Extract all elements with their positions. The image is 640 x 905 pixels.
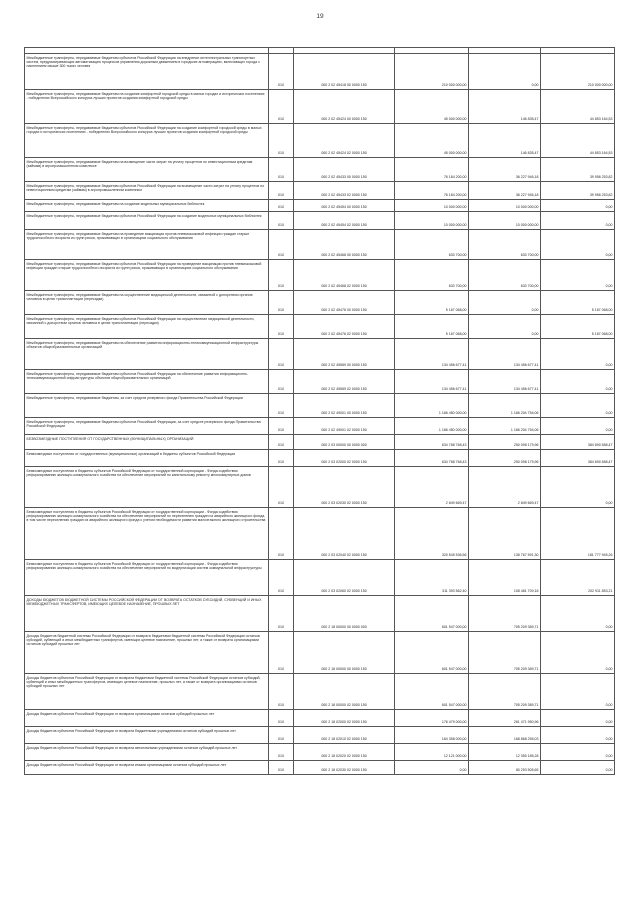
row-budget-classification-code: 000 2 02 45476 02 0000 150 [294, 315, 395, 339]
row-approved-amount: 45 000 000,00 [395, 124, 469, 158]
row-unexecuted-amount: 0,00 [541, 761, 615, 775]
row-unexecuted-amount: 0,00 [541, 596, 615, 632]
row-unexecuted-amount: 5 167 068,00 [541, 291, 615, 315]
row-unexecuted-amount: 0,00 [541, 230, 615, 260]
row-budget-classification-code: 000 2 02 45454 00 0000 150 [294, 200, 395, 212]
row-description: Доходы бюджетов субъектов Российской Федерации от возврата бюджетными учреждениями остатков субсидий прошлых лет [25, 727, 269, 744]
row-executed-amount: 10 000 000,00 [469, 200, 541, 212]
row-budget-classification-code: 000 2 18 02010 02 0000 150 [294, 727, 395, 744]
row-approved-amount: 12 121 000,00 [395, 744, 469, 761]
row-executed-amount: 705 209 389,71 [469, 632, 541, 674]
row-executed-amount: 36 227 946,18 [469, 158, 541, 182]
table-row [25, 370, 615, 394]
row-budget-classification-code: 000 2 18 02020 02 0000 150 [294, 744, 395, 761]
row-approved-amount: 601 547 000,00 [395, 632, 469, 674]
row-line-code: 010 [269, 212, 294, 230]
table-row [25, 761, 615, 775]
row-description: Межбюджетные трансферты, передаваемые бюджетам, за счет средств резервного фонда Правительства Российской Федерации [25, 394, 269, 418]
row-executed-amount: 138 767 591,30 [469, 508, 541, 560]
row-budget-classification-code: 000 2 03 02000 02 0000 150 [294, 450, 395, 467]
row-unexecuted-amount: 39 956 253,82 [541, 182, 615, 200]
row-budget-classification-code: 000 2 02 45589 02 0000 150 [294, 370, 395, 394]
row-executed-amount: 10 000 000,00 [469, 212, 541, 230]
row-approved-amount: 5 167 068,00 [395, 291, 469, 315]
row-line-code: 010 [269, 418, 294, 435]
row-approved-amount: 0,00 [395, 761, 469, 775]
row-budget-classification-code: 000 2 18 00000 02 0000 150 [294, 674, 395, 710]
row-line-code: 010 [269, 370, 294, 394]
row-approved-amount: 601 547 000,00 [395, 596, 469, 632]
row-approved-amount: 1 186 450 000,00 [395, 418, 469, 435]
row-executed-amount: 705 209 389,71 [469, 596, 541, 632]
row-line-code: 010 [269, 508, 294, 560]
table-body [25, 48, 615, 775]
row-unexecuted-amount: 39 956 253,82 [541, 158, 615, 182]
row-executed-amount: 1 186 204 754,06 [469, 394, 541, 418]
row-executed-amount: 0,00 [469, 315, 541, 339]
row-line-code: 010 [269, 291, 294, 315]
row-budget-classification-code: 000 2 02 45433 00 0000 150 [294, 158, 395, 182]
row-description: Безвозмездные поступления в бюджеты субъектов Российской Федерации от государственной корпорации - Фонда содействия реформированию жилищно-коммунального хозяйства на обеспечение мероприятий по переселению граждан из аварийного жилищного фонда, в том числе переселению граждан из аварийного жилищного фонда с учетом необходимости развития малоэтажного жилищного строительства [25, 508, 269, 560]
row-line-code: 010 [269, 632, 294, 674]
row-unexecuted-amount: 0,00 [541, 674, 615, 710]
row-description: ДОХОДЫ БЮДЖЕТОВ БЮДЖЕТНОЙ СИСТЕМЫ РОССИЙСКОЙ ФЕДЕРАЦИИ ОТ ВОЗВРАТА ОСТАТКОВ СУБСИДИЙ, СУБВЕНЦИЙ И ИНЫХ МЕЖБЮДЖЕТНЫХ ТРАНСФЕРТОВ, ИМЕЮЩИХ ЦЕЛЕВОЕ НАЗНАЧЕНИЕ, ПРОШЛЫХ ЛЕТ [25, 596, 269, 632]
row-description: Доходы бюджетов субъектов Российской Федерации от возврата иными организациями остатков субсидий прошлых лет [25, 761, 269, 775]
row-executed-amount: 12 350 185,28 [469, 744, 541, 761]
row-unexecuted-amount: 0,00 [541, 418, 615, 435]
row-executed-amount: 261 471 950,96 [469, 710, 541, 727]
table-row [25, 158, 615, 182]
table-row [25, 596, 615, 632]
table-row [25, 450, 615, 467]
row-executed-amount: 168 868 255,03 [469, 727, 541, 744]
table-row [25, 710, 615, 727]
row-line-code: 010 [269, 54, 294, 90]
budget-execution-table [24, 47, 615, 775]
row-approved-amount: 176 479 000,00 [395, 710, 469, 727]
table-row [25, 674, 615, 710]
row-description: Межбюджетные трансферты, передаваемые бюджетам субъектов Российской Федерации на осуществление медицинской деятельности, связанной с донорством органов человека в целях трансплантации (пересадки) [25, 315, 269, 339]
table-row [25, 508, 615, 560]
row-line-code: 010 [269, 467, 294, 508]
row-line-code: 010 [269, 394, 294, 418]
row-budget-classification-code: 000 2 03 00000 00 0000 000 [294, 435, 395, 450]
table-row [25, 560, 615, 596]
row-line-code: 010 [269, 761, 294, 775]
row-budget-classification-code: 000 2 18 02000 02 0000 150 [294, 710, 395, 727]
row-description: Межбюджетные трансферты, передаваемые бюджетам субъектов Российской Федерации на создание модельных муниципальных библиотек [25, 212, 269, 230]
table-row [25, 315, 615, 339]
row-description: Межбюджетные трансферты, передаваемые бюджетам субъектов Российской Федерации на внедрение интеллектуальных транспортных систем, предусматривающих автоматизацию процессов управления дорожным движением в городских агломерациях, включающих города с населением свыше 300 тысяч человек [25, 54, 269, 90]
row-unexecuted-amount: 0,00 [541, 710, 615, 727]
table-row [25, 435, 615, 450]
row-line-code: 010 [269, 200, 294, 212]
row-budget-classification-code: 000 2 02 45468 00 0000 150 [294, 230, 395, 260]
row-executed-amount: 134 456 677,41 [469, 339, 541, 370]
row-description: Доходы бюджетов субъектов Российской Федерации от возврата организациями остатков субсидий прошлых лет [25, 710, 269, 727]
row-description: Межбюджетные трансферты, передаваемые бюджетам на создание комфортной городской среды в малых городах и исторических поселениях - победителях Всероссийского конкурса лучших проектов создания комфортной городской среды [25, 90, 269, 124]
row-line-code: 010 [269, 560, 294, 596]
row-budget-classification-code: 000 2 02 45476 00 0000 150 [294, 291, 395, 315]
row-unexecuted-amount: 210 000 000,00 [541, 54, 615, 90]
row-unexecuted-amount: 0,00 [541, 632, 615, 674]
row-approved-amount: 633 700,00 [395, 260, 469, 291]
row-description: Безвозмездные поступления в бюджеты субъектов Российской Федерации от государственной корпорации - Фонда содействия реформированию жилищно-коммунального хозяйства на обеспечение мероприятий по капитальному ремонту многоквартирных домов [25, 467, 269, 508]
row-approved-amount: 134 456 677,41 [395, 370, 469, 394]
row-unexecuted-amount: 0,00 [541, 727, 615, 744]
row-executed-amount: 80 253 505,65 [469, 761, 541, 775]
row-line-code: 010 [269, 450, 294, 467]
row-budget-classification-code: 000 2 18 02030 02 0000 150 [294, 761, 395, 775]
row-line-code: 010 [269, 339, 294, 370]
row-budget-classification-code: 000 2 02 45468 02 0000 150 [294, 260, 395, 291]
row-budget-classification-code: 000 2 02 45454 02 0000 150 [294, 212, 395, 230]
row-description: Межбюджетные трансферты, передаваемые бюджетам субъектов Российской Федерации на обеспечение развития информационно-телекоммуникационной инфраструктуры объектов общеобразовательных организаций [25, 370, 269, 394]
table-row [25, 212, 615, 230]
row-unexecuted-amount: 0,00 [541, 260, 615, 291]
row-line-code: 010 [269, 435, 294, 450]
table-row [25, 260, 615, 291]
row-unexecuted-amount: 44 853 164,53 [541, 124, 615, 158]
row-description: Безвозмездные поступления от государственных (муниципальных) организаций в бюджеты субъектов Российской Федерации [25, 450, 269, 467]
row-line-code: 010 [269, 182, 294, 200]
row-executed-amount: 134 456 677,41 [469, 370, 541, 394]
row-description: Межбюджетные трансферты, передаваемые бюджетам субъектов Российской Федерации на создание комфортной городской среды в малых городах и исторических поселениях - победителях Всероссийского конкурса лучших проектов создания комфортной городской среды [25, 124, 269, 158]
row-unexecuted-amount: 0,00 [541, 370, 615, 394]
row-description: Доходы бюджетов бюджетной системы Российской Федерации от возврата бюджетами бюджетной системы Российской Федерации остатков субсидий, субвенций и иных межбюджетных трансфертов, имеющих целевое назначение, прошлых лет, а также от возврата организациями остатков субсидий прошлых лет [25, 632, 269, 674]
row-approved-amount: 210 000 000,00 [395, 54, 469, 90]
row-description: Межбюджетные трансферты, передаваемые бюджетам на обеспечение развития информационно-телекоммуникационной инфраструктуры объектов общеобразовательных организаций [25, 339, 269, 370]
row-budget-classification-code: 000 2 02 49001 00 0000 150 [294, 394, 395, 418]
row-executed-amount: 0,00 [469, 291, 541, 315]
row-unexecuted-amount: 0,00 [541, 467, 615, 508]
row-line-code: 010 [269, 744, 294, 761]
row-approved-amount: 2 849 669,47 [395, 467, 469, 508]
row-executed-amount: 146 835,47 [469, 124, 541, 158]
row-unexecuted-amount: 5 167 068,00 [541, 315, 615, 339]
row-approved-amount: 134 456 677,41 [395, 339, 469, 370]
table-row [25, 727, 615, 744]
row-approved-amount: 633 700,00 [395, 230, 469, 260]
row-approved-amount: 45 000 000,00 [395, 90, 469, 124]
row-approved-amount: 634 788 768,43 [395, 450, 469, 467]
row-description: Межбюджетные трансферты, передаваемые бюджетам субъектов Российской Федерации, за счет средств резервного фонда Правительства Российской Федерации [25, 418, 269, 435]
row-unexecuted-amount: 384 690 588,47 [541, 450, 615, 467]
row-unexecuted-amount: 202 911 853,21 [541, 560, 615, 596]
row-approved-amount: 311 393 562,40 [395, 560, 469, 596]
row-description: Межбюджетные трансферты, передаваемые бюджетам субъектов Российской Федерации на возмещение части затрат на уплату процентов по инвестиционным кредитам (займам) в агропромышленном комплексе [25, 182, 269, 200]
row-description: Межбюджетные трансферты, передаваемые бюджетам на осуществление медицинской деятельности, связанной с донорством органов человека в целях трансплантации (пересадки) [25, 291, 269, 315]
table-row [25, 418, 615, 435]
row-executed-amount: 250 098 179,96 [469, 450, 541, 467]
row-budget-classification-code: 000 2 03 02040 02 0000 150 [294, 508, 395, 560]
row-approved-amount: 164 358 000,00 [395, 727, 469, 744]
table-row [25, 90, 615, 124]
page-number: 19 [316, 13, 324, 20]
table-row [25, 467, 615, 508]
row-description: Доходы бюджетов субъектов Российской Федерации от возврата бюджетами бюджетной системы Российской Федерации остатков субсидий, субвенций и иных межбюджетных трансфертов, имеющих целевое назначение, прошлых лет, а также от возврата организациями остатков субсидий прошлых лет [25, 674, 269, 710]
table-row [25, 124, 615, 158]
row-budget-classification-code: 000 2 03 02030 02 0000 150 [294, 467, 395, 508]
row-unexecuted-amount: 0,00 [541, 394, 615, 418]
row-description: Безвозмездные поступления в бюджеты субъектов Российской Федерации от государственной корпорации - Фонда содействия реформированию жилищно-коммунального хозяйства на обеспечение мероприятий по модернизации систем коммунальной инфраструктуры [25, 560, 269, 596]
row-description: Межбюджетные трансферты, передаваемые бюджетам субъектов Российской Федерации на проведение вакцинации против пневмококковой инфекции граждан старше трудоспособного возраста из групп риска, проживающих в организациях социального обслуживания [25, 260, 269, 291]
row-executed-amount: 250 098 179,96 [469, 435, 541, 450]
row-description: Межбюджетные трансферты, передаваемые бюджетам на возмещение части затрат на уплату процентов по инвестиционным кредитам (займам) в агропромышленном комплексе [25, 158, 269, 182]
row-line-code: 010 [269, 315, 294, 339]
row-unexecuted-amount: 0,00 [541, 212, 615, 230]
row-approved-amount: 76 184 200,00 [395, 182, 469, 200]
row-line-code: 010 [269, 124, 294, 158]
row-budget-classification-code: 000 2 03 02060 02 0000 150 [294, 560, 395, 596]
row-unexecuted-amount: 384 690 588,47 [541, 435, 615, 450]
row-line-code: 010 [269, 230, 294, 260]
row-executed-amount: 1 186 204 754,06 [469, 418, 541, 435]
row-approved-amount: 601 547 000,00 [395, 674, 469, 710]
row-executed-amount: 2 849 669,47 [469, 467, 541, 508]
row-line-code: 010 [269, 260, 294, 291]
row-approved-amount: 10 000 000,00 [395, 200, 469, 212]
row-executed-amount: 0,00 [469, 54, 541, 90]
row-budget-classification-code: 000 2 02 45589 00 0000 150 [294, 339, 395, 370]
row-line-code: 010 [269, 158, 294, 182]
row-approved-amount: 5 167 068,00 [395, 315, 469, 339]
row-unexecuted-amount: 0,00 [541, 339, 615, 370]
row-budget-classification-code: 000 2 02 49001 02 0000 150 [294, 418, 395, 435]
row-budget-classification-code: 000 2 02 45418 00 0000 150 [294, 54, 395, 90]
row-line-code: 010 [269, 596, 294, 632]
row-executed-amount: 108 481 709,18 [469, 560, 541, 596]
table-row [25, 291, 615, 315]
row-line-code: 010 [269, 90, 294, 124]
row-approved-amount: 76 184 200,00 [395, 158, 469, 182]
row-approved-amount: 320 545 536,56 [395, 508, 469, 560]
row-description: БЕЗВОЗМЕЗДНЫЕ ПОСТУПЛЕНИЯ ОТ ГОСУДАРСТВЕННЫХ (МУНИЦИПАЛЬНЫХ) ОРГАНИЗАЦИЙ [25, 435, 269, 450]
row-executed-amount: 146 835,47 [469, 90, 541, 124]
table-row [25, 200, 615, 212]
table-row [25, 632, 615, 674]
row-description: Межбюджетные трансферты, передаваемые бюджетам на проведение вакцинации против пневмококковой инфекции граждан старше трудоспособного возраста из групп риска, проживающих в организациях социального обслуживания [25, 230, 269, 260]
row-unexecuted-amount: 0,00 [541, 744, 615, 761]
table-row [25, 54, 615, 90]
row-line-code: 010 [269, 710, 294, 727]
row-unexecuted-amount: 0,00 [541, 200, 615, 212]
row-budget-classification-code: 000 2 02 45424 00 0000 150 [294, 90, 395, 124]
row-description: Доходы бюджетов субъектов Российской Федерации от возврата автономными учреждениями остатков субсидий прошлых лет [25, 744, 269, 761]
table-row [25, 339, 615, 370]
row-description: Межбюджетные трансферты, передаваемые бюджетам на создание модельных муниципальных библиотек [25, 200, 269, 212]
row-executed-amount: 705 209 389,71 [469, 674, 541, 710]
row-budget-classification-code: 000 2 18 00000 00 0000 150 [294, 632, 395, 674]
row-approved-amount: 10 000 000,00 [395, 212, 469, 230]
row-line-code: 010 [269, 727, 294, 744]
table-row [25, 230, 615, 260]
row-budget-classification-code: 000 2 02 45433 02 0000 150 [294, 182, 395, 200]
row-approved-amount: 634 788 768,43 [395, 435, 469, 450]
row-executed-amount: 633 700,00 [469, 230, 541, 260]
table-row [25, 394, 615, 418]
row-unexecuted-amount: 44 853 164,53 [541, 90, 615, 124]
table-row [25, 744, 615, 761]
row-line-code: 010 [269, 674, 294, 710]
row-approved-amount: 1 186 450 000,00 [395, 394, 469, 418]
row-budget-classification-code: 000 2 18 00000 00 0000 000 [294, 596, 395, 632]
row-executed-amount: 633 700,00 [469, 260, 541, 291]
table-row [25, 182, 615, 200]
row-executed-amount: 36 227 946,18 [469, 182, 541, 200]
row-budget-classification-code: 000 2 02 45424 02 0000 150 [294, 124, 395, 158]
row-unexecuted-amount: 181 777 945,26 [541, 508, 615, 560]
